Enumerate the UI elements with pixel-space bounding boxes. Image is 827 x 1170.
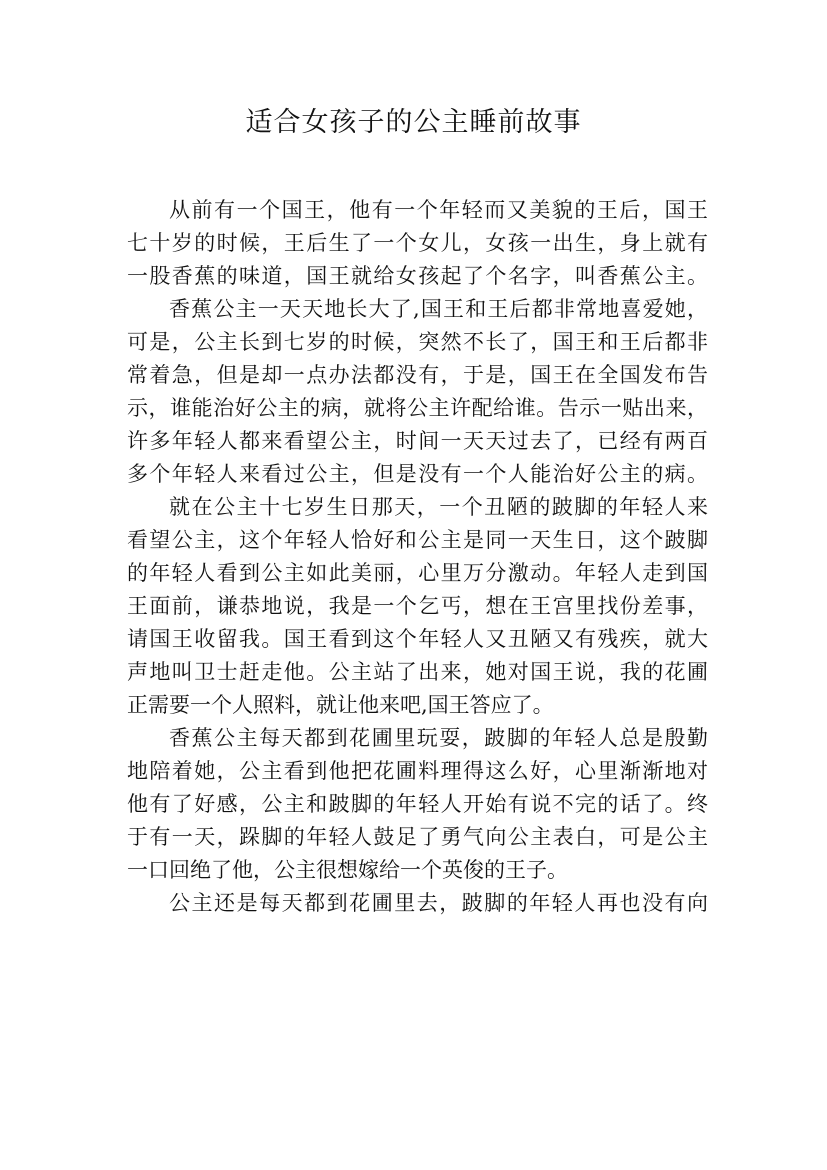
paragraph-1 — [127, 194, 708, 293]
text-line: 一股香蕉的味道，国王就给女孩起了个名字，叫香蕉公主。 — [127, 264, 708, 288]
text-line: 香蕉公主一天天地长大了,国王和王后都非常地喜爱她， — [169, 297, 708, 321]
text-line: 他有了好感，公主和跛脚的年轻人开始有说不完的话了。终 — [127, 792, 708, 816]
text-line: 地陪着她，公主看到他把花圃料理得这么好，心里渐渐地对 — [127, 759, 708, 783]
text-line: 可是，公主长到七岁的时候，突然不长了，国王和王后都非 — [127, 330, 708, 354]
text-line: 于有一天，跺脚的年轻人鼓足了勇气向公主表白，可是公主 — [127, 825, 708, 849]
text-line: 示，谁能治好公主的病，就将公主许配给谁。告示一贴出来， — [127, 396, 708, 420]
text-line: 请国王收留我。国王看到这个年轻人又丑陋又有残疾，就大 — [127, 627, 708, 651]
text-line: 公主还是每天都到花圃里去，跛脚的年轻人再也没有向 — [169, 891, 708, 915]
text-line: 常着急，但是却一点办法都没有，于是，国王在全国发布告 — [127, 363, 708, 387]
text-line: 七十岁的时候，王后生了一个女儿，女孩一出生，身上就有 — [127, 231, 708, 255]
text-line: 一口回绝了他，公主很想嫁给一个英俊的王子。 — [127, 858, 568, 882]
text-line: 看望公主，这个年轻人恰好和公主是同一天生日，这个跛脚 — [127, 528, 708, 552]
text-line: 的年轻人看到公主如此美丽，心里万分激动。年轻人走到国 — [127, 561, 708, 585]
text-line: 就在公主十七岁生日那天，一个丑陋的跛脚的年轻人来 — [169, 495, 708, 519]
text-line: 正需要一个人照料，就让他来吧,国王答应了。 — [127, 693, 554, 717]
paragraph-5 — [127, 887, 708, 920]
text-line: 王面前，谦恭地说，我是一个乞丐，想在王宫里找份差事， — [127, 594, 708, 618]
text-line: 从前有一个国王，他有一个年轻而又美貌的王后，国王 — [169, 198, 708, 222]
text-line: 许多年轻人都来看望公主，时间一天天过去了，已经有两百 — [127, 429, 708, 453]
story-body — [127, 194, 708, 920]
text-line: 香蕉公主每天都到花圃里玩耍，跛脚的年轻人总是殷勤 — [169, 726, 708, 750]
paragraph-4 — [127, 722, 708, 887]
paragraph-2 — [127, 293, 708, 491]
text-line: 多个年轻人来看过公主，但是没有一个人能治好公主的病。 — [127, 462, 708, 486]
paragraph-3 — [127, 491, 708, 722]
document-title: 适合女孩子的公主睡前故事 — [245, 107, 582, 138]
text-line: 声地叫卫士赶走他。公主站了出来，她对国王说，我的花圃 — [127, 660, 708, 684]
